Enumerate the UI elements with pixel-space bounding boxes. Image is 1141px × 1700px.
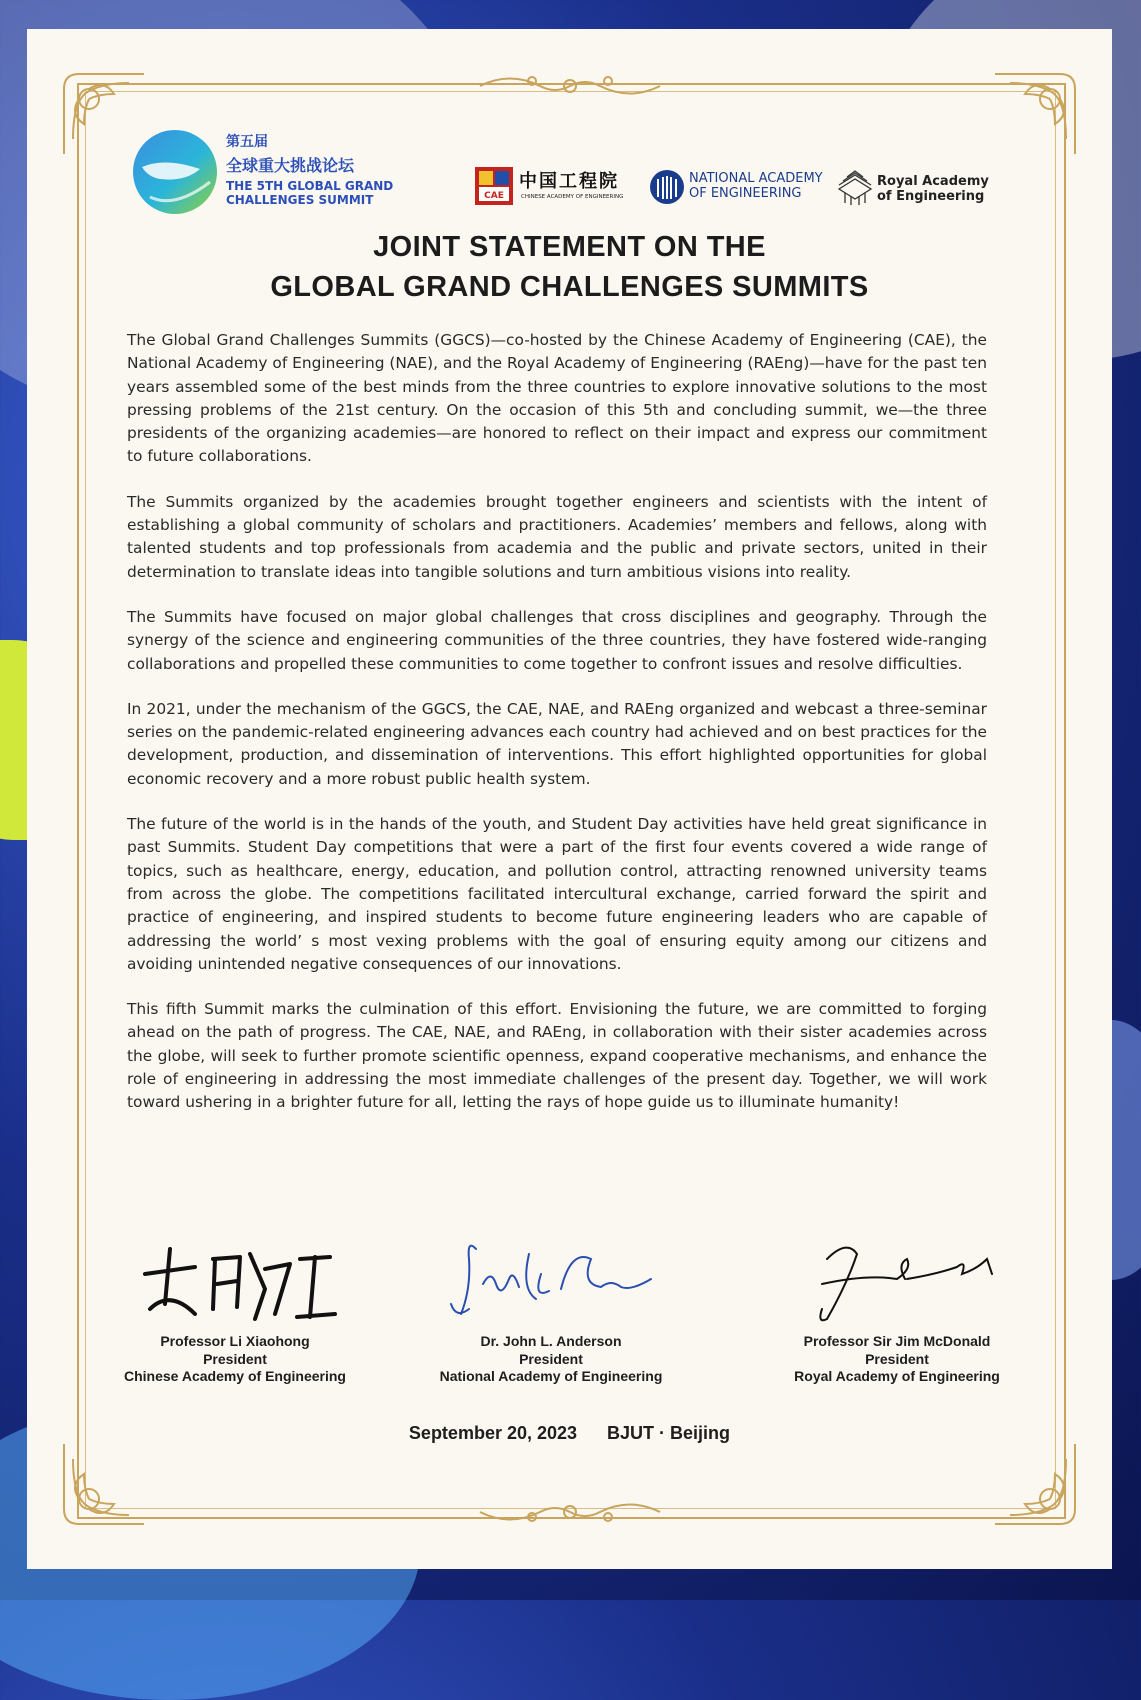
signatory-name: Professor Sir Jim McDonald xyxy=(803,1333,991,1349)
statement-title-line1: JOINT STATEMENT ON THE xyxy=(373,231,766,263)
corner-ornament-icon xyxy=(990,1439,1080,1529)
nae-name xyxy=(689,171,823,201)
footer-location: BJUT · Beijing xyxy=(607,1423,731,1443)
signatory-org: Chinese Academy of Engineering xyxy=(124,1368,346,1384)
raeng-name-line1: Royal Academy xyxy=(877,174,989,189)
cae-logo xyxy=(475,167,645,207)
footer-date: September 20, 2023 xyxy=(408,1423,578,1443)
summit-title-cn-2: 全球重大挑战论坛 xyxy=(226,156,355,175)
scroll-ornament-icon xyxy=(470,69,670,103)
signatory-role: President xyxy=(865,1350,929,1367)
statement-title-line2: GLOBAL GRAND CHALLENGES SUMMITS xyxy=(270,271,869,303)
summit-title-en-line1: THE 5TH GLOBAL GRAND xyxy=(226,179,394,193)
signatory-name: Professor Li Xiaohong xyxy=(160,1333,310,1349)
signatory-org: National Academy of Engineering xyxy=(439,1368,663,1384)
cae-badge: CAE xyxy=(484,191,504,201)
corner-ornament-icon xyxy=(990,69,1080,159)
body-paragraph: The Global Grand Challenges Summits (GGCS)—co-hosted by the Chinese Academy of Engineering (CAE), the National Academy of Engineering (NAE), and the Royal Academy of Engineering (RAEng)—have for the past ten years assembled some of the best minds from the three countries to explore innovative solutions to the most pressing problems of the 21st century. On the occasion of this 5th and concluding summit, we—the three presidents of the organizing academies—are honored to reflect on their impact and express our commitment to future collaborations. xyxy=(127,331,987,466)
raeng-emblem-icon xyxy=(835,165,875,207)
body-paragraph: The Summits have focused on major global challenges that cross disciplines and geography. Through the synergy of the science and engineering communities of the three countries, they have fostered wide-ranging collaborations and propelled these communities to come together to confront issues and resolve difficulties. xyxy=(127,607,987,673)
footer-date-location xyxy=(27,1423,1112,1444)
signature-block xyxy=(105,1229,365,1386)
raeng-logo xyxy=(835,165,995,209)
summit-title-cn: 第五届 xyxy=(226,134,268,150)
summit-logo xyxy=(130,127,430,217)
body-paragraph: In 2021, under the mechanism of the GGCS, the CAE, NAE, and RAEng organized and webcast a three-seminar series on the pandemic-related engineering advances each country had achieved and on best practices for the development, production, and dissemination of interventions. This effort highlighted opportunities for global economic recovery and a more robust public health system. xyxy=(127,699,987,788)
cae-name-en: CHINESE ACADEMY OF ENGINEERING xyxy=(521,194,624,200)
signature-block xyxy=(767,1229,1027,1386)
nae-name-line1: NATIONAL ACADEMY xyxy=(689,171,823,186)
scroll-ornament-icon xyxy=(470,1495,670,1529)
body-paragraph: The future of the world is in the hands of the youth, and Student Day activities have held great significance in past Summits. Student Day competitions that were a part of the first four events covered a wide range of topics, such as healthcare, energy, education, and pollution control, attracting renowned university teams from across the globe. The competitions facilitated intercultural exchange, carried forward the spirit and practice of engineering, and inspired students to become future engineering leaders who are capable of addressing the world’ s most vexing problems with the goal of ensuring equity among our citizens and avoiding unintended negative consequences of our innovations. xyxy=(127,815,987,973)
handwritten-signature xyxy=(787,1229,1007,1329)
nae-name-line2: OF ENGINEERING xyxy=(689,186,802,201)
signatory-name: Dr. John L. Anderson xyxy=(480,1333,622,1349)
handwritten-signature xyxy=(125,1229,345,1329)
signatory-org: Royal Academy of Engineering xyxy=(794,1368,1000,1384)
raeng-name xyxy=(877,174,989,204)
body-paragraph: The Summits organized by the academies brought together engineers and scientists with the intent of establishing a global community of scholars and practitioners. Academies’ members and fellows, along with talented students and top professionals from academia and the public and private sectors, united in their determination to translate ideas into tangible solutions and turn ambitious visions into reality. xyxy=(127,492,987,581)
signature-block xyxy=(421,1229,681,1386)
cae-emblem-icon xyxy=(475,167,513,205)
handwritten-signature xyxy=(441,1229,661,1329)
raeng-name-line2: of Engineering xyxy=(877,189,985,204)
nae-logo xyxy=(649,169,829,209)
cae-name-cn: 中国工程院 xyxy=(519,171,619,192)
globe-icon xyxy=(130,127,220,217)
signatory-role: President xyxy=(519,1350,583,1367)
summit-title-en xyxy=(226,179,393,207)
statement-body xyxy=(127,329,987,1137)
corner-ornament-icon xyxy=(59,1439,149,1529)
nae-emblem-icon xyxy=(649,169,685,205)
body-paragraph: This fifth Summit marks the culmination of this effort. Envisioning the future, we are committed to forging ahead on the path of progress. The CAE, NAE, and RAEng, in collaboration with their sister academies across the globe, will seek to further promote scientific openness, expand cooperative mechanisms, and enhance the role of engineering in addressing the most immediate challenges of the present day. Together, we will work toward ushering in a brighter future for all, letting the rays of hope guide us to illuminate humanity! xyxy=(127,1000,987,1112)
signatory-role: President xyxy=(203,1350,267,1367)
summit-title-en-line2: CHALLENGES SUMMIT xyxy=(226,193,374,207)
statement-sheet xyxy=(27,29,1112,1569)
